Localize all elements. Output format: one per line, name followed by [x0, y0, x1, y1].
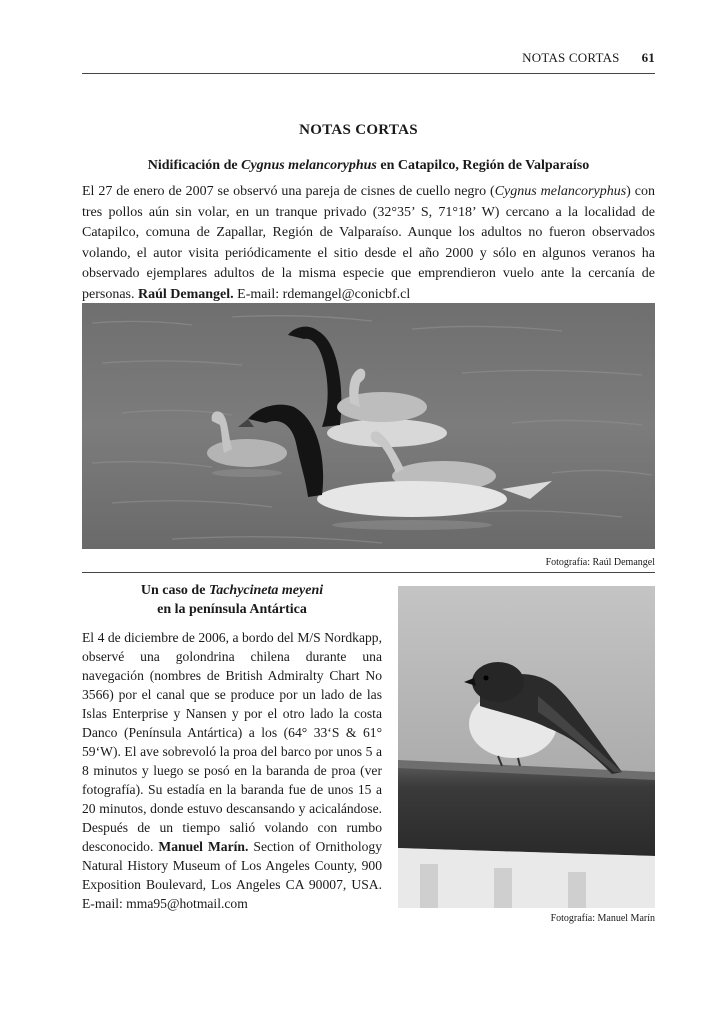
note1-email: E-mail: rdemangel@conicbf.cl	[233, 286, 411, 302]
section-title: NOTAS CORTAS	[299, 122, 418, 138]
swallow-photo	[398, 586, 655, 908]
note2-affiliation: Section of Ornithology Natural History Museum of Los Angeles County, 900 Exposition Boulevard, Los Angeles CA 90007, USA. E-mail: mma95@hotmail.com	[82, 839, 382, 911]
note1-author: Raúl Demangel.	[138, 286, 234, 302]
note1-title	[82, 158, 655, 174]
note2-title	[82, 582, 382, 619]
note1-title-post: en Catapilco, Región de Valparaíso	[376, 158, 590, 173]
note1-body-pre: El 27 de enero de 2007 se observó una pareja de cisnes de cuello negro (	[82, 184, 495, 199]
note2-photo-caption: Fotografía: Manuel Marín	[550, 913, 655, 924]
note2-body-text: El 4 de diciembre de 2006, a bordo del M/S Nordkapp, observé una golondrina chilena durante una navegación (nombres de British Admiralty Chart No 3566) por el canal que se produce por un lado de las Islas Enterprise y Nansen y por el otro lado la costa Danco (Península Antártica) a los (64° 33‘S & 61° 59‘W). El ave sobrevoló la proa del barco por unos 5 a 8 minutos y luego se posó en la baranda de proa (ver fotografía). Su estadía en la baranda fue de unos 15 a 20 minutos, donde estuvo descansando y acicalándose. Después de un tiempo salió volando con rumbo desconocido.	[82, 630, 382, 854]
note2-body	[82, 628, 382, 913]
swans-photo	[82, 303, 655, 549]
section-divider	[82, 572, 655, 573]
header-rule	[82, 73, 655, 74]
note2-title-pre: Un caso de	[140, 583, 209, 598]
note1-photo-caption: Fotografía: Raúl Demangel	[545, 557, 655, 568]
note2-author: Manuel Marín.	[158, 839, 249, 854]
note1-body-species: Cygnus melancoryphus	[494, 184, 627, 199]
note2-title-species: Tachycineta meyeni	[208, 583, 324, 598]
note1-title-species: Cygnus melancoryphus	[241, 158, 377, 173]
page-number: 61	[641, 50, 655, 65]
note1-title-pre: Nidificación de	[147, 158, 242, 173]
note2-title-line2: en la península Antártica	[157, 601, 307, 617]
note1-body	[82, 182, 655, 306]
running-header	[522, 50, 655, 66]
note1-body-post: ) con tres pollos aún sin volar, en un tranque privado (32°35’ S, 71°18’ W) cercano a la localidad de Catapilco, comuna de Zapallar, Región de Valparaíso. Aunque los adultos no fueron observados volando, el autor visita periódicamente el sitio desde el año 2000 y sólo en algunos veranos ha observado ejemplares adultos de la misma especie que emprendieron vuelo ante la cercanía de personas.	[82, 184, 655, 302]
running-header-label: NOTAS CORTAS	[522, 50, 620, 65]
